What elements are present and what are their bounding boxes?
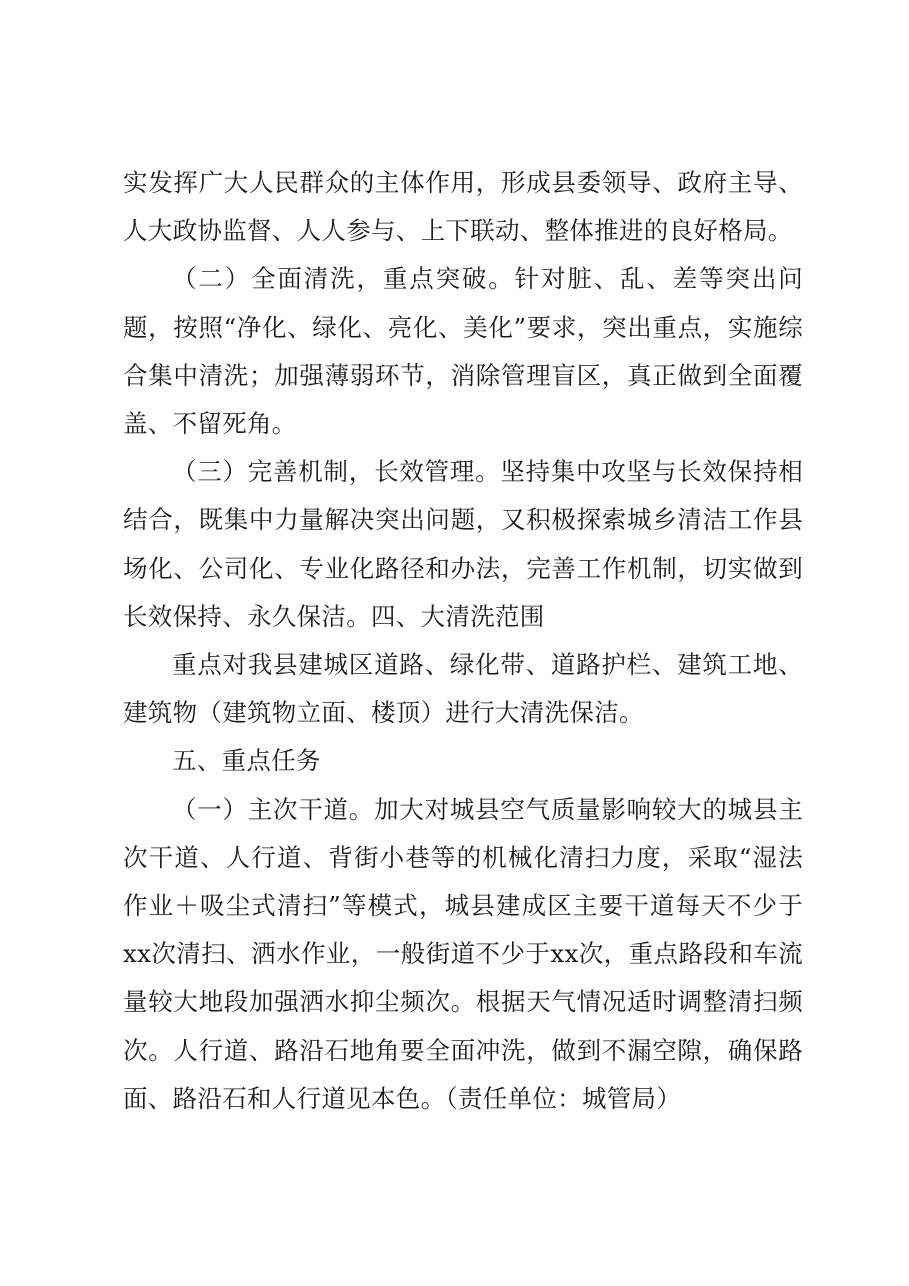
document-body	[123, 159, 803, 1123]
paragraph-section-two: （二）全面清洗，重点突破。针对脏、乱、差等突出问题，按照“净化、绿化、亮化、美化”要求，突出重点，实施综合集中清洗；加强薄弱环节，消除管理盲区，真正做到全面覆盖、不留死角。	[123, 264, 803, 439]
paragraph-section-three: （三）完善机制，长效管理。坚持集中攻坚与长效保持相结合，既集中力量解决突出问题，又积极探索城乡清洁工作县场化、公司化、专业化路径和办法，完善工作机制，切实做到长效保持、永久保洁。四、大清洗范围	[123, 457, 803, 631]
paragraph-main-roads: （一）主次干道。加大对城县空气质量影响较大的城县主次干道、人行道、背街小巷等的机械化清扫力度，采取“湿法作业＋吸尘式清扫”等模式，城县建成区主要干道每天不少于xx次清扫、洒水作业，一般街道不少于xx次，重点路段和车流量较大地段加强洒水抑尘频次。根据天气情况适时调整清扫频次。人行道、路沿石地角要全面冲洗，做到不漏空隙，确保路面、路沿石和人行道见本色。（责任单位：城管局）	[123, 794, 803, 1113]
paragraph-cleaning-scope: 重点对我县建城区道路、绿化带、道路护栏、建筑工地、建筑物（建筑物立面、楼顶）进行大清洗保洁。	[123, 650, 803, 728]
paragraph-continuation: 实发挥广大人民群众的主体作用，形成县委领导、政府主导、人大政协监督、人人参与、上下联动、整体推进的良好格局。	[123, 168, 803, 246]
heading-key-tasks: 五、重点任务	[172, 746, 321, 776]
